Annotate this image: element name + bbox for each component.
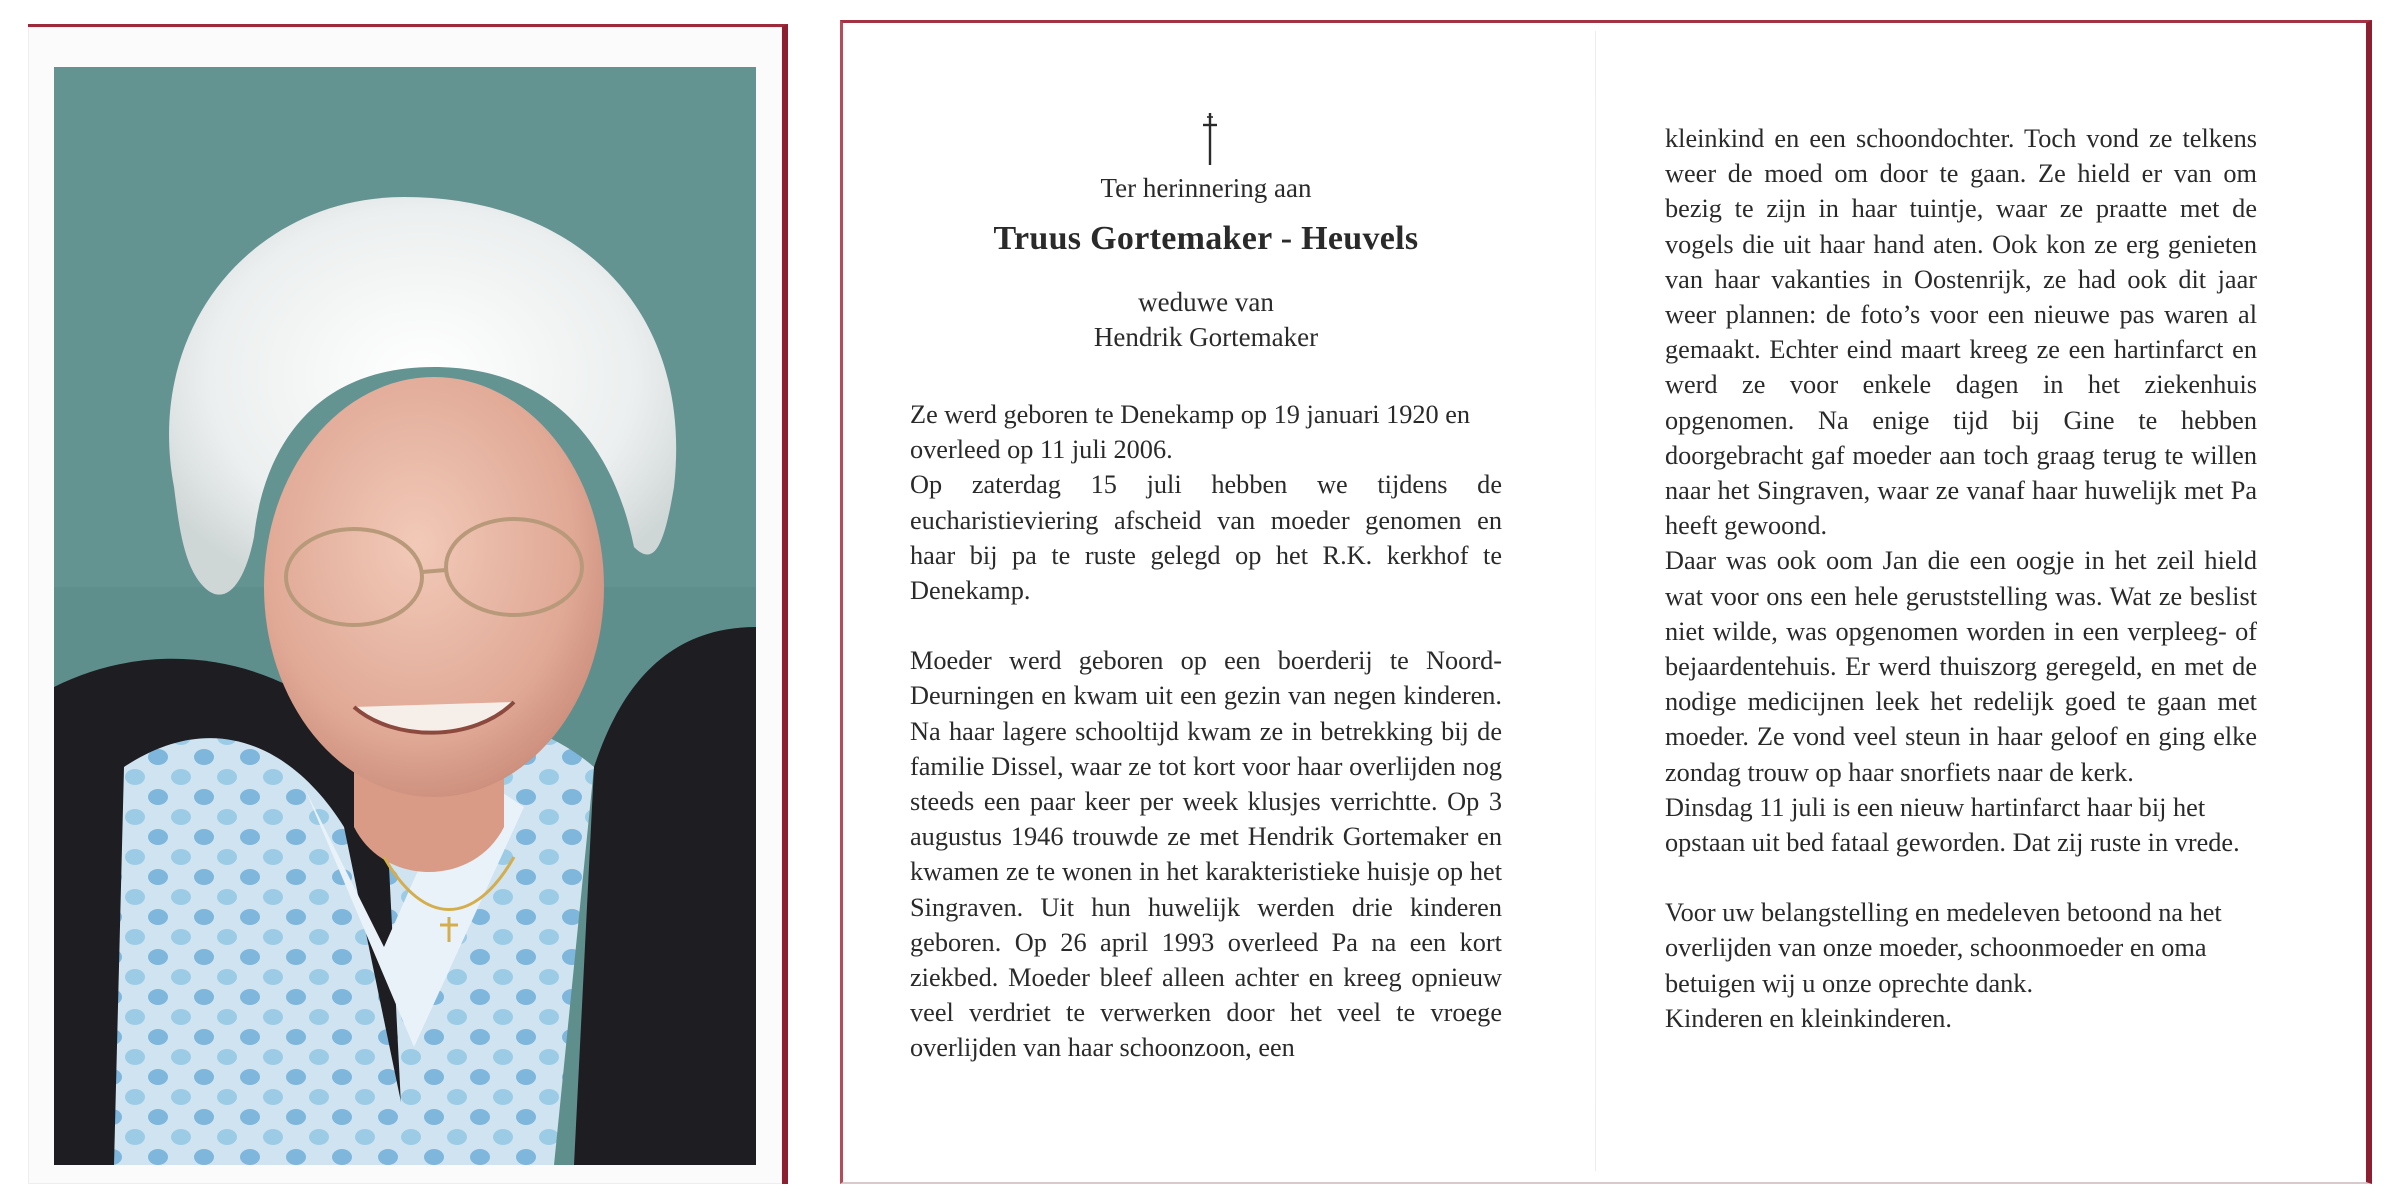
portrait-photo <box>54 67 756 1165</box>
left-text-column <box>910 397 1502 1066</box>
portrait-illustration <box>54 67 756 1165</box>
intro-line: Ter herinnering aan <box>1100 173 1312 203</box>
widow-line: weduwe van <box>1138 287 1274 317</box>
photo-card <box>28 24 788 1184</box>
deceased-name: Truus Gortemaker - Heuvels <box>993 220 1419 257</box>
right-text-column <box>1665 121 2257 1036</box>
birth-death-paragraph: Ze werd geboren te Denekamp op 19 januari 1920 en overleed op 11 juli 2006. <box>910 400 1471 465</box>
spouse-name: Hendrik Gortemaker <box>1093 322 1319 352</box>
biography-paragraph: Moeder werd geboren op een boerderij te Noord-Deurningen en kwam uit een gezin van negen kinderen. Na haar lagere schooltijd kwam ze in betrekking bij de familie Dissel, waar ze tot kort voor haar overlijden nog steeds een paar keer per week klusjes verrichtte. Op 3 augustus 1946 trouwde ze met Hendrik Gortemaker en kwamen ze te wonen in het karakteristieke huisje op het Singraven. Uit hun huwelijk werden drie kinderen geboren. Op 26 april 1993 overleed Pa na een kort ziekbed. Moeder bleef alleen achter en kreeg opnieuw veel verdriet te verwerken door het veel te vroege overlijden van haar schoonzoon, een <box>910 646 1502 1063</box>
memorial-card <box>840 20 2372 1184</box>
uncle-jan-paragraph: Daar was ook oom Jan die een oogje in het zeil hield wat voor ons een hele geruststelling was. Wat ze beslist niet wilde, was opgenomen worden in een verpleeg- of bejaardentehuis. Er werd thuiszorg geregeld, en met de nodige medicijnen leek het redelijk goed te gaan met moeder. Ze vond veel steun in haar geloof en ging elke zondag trouw op haar snorfiets naar de kerk. <box>1665 546 2257 787</box>
card-fold <box>1595 31 1596 1171</box>
signature: Kinderen en kleinkinderen. <box>1665 1003 1952 1033</box>
thanks-paragraph: Voor uw belangstelling en medeleven betoond na het overlijden van onze moeder, schoonmoeder en oma betuigen wij u onze oprechte dank. <box>1665 898 2222 998</box>
funeral-paragraph: Op zaterdag 15 juli hebben we tijdens de eucharistieviering afscheid van moeder genomen en haar bij pa te ruste gelegd op het R.K. kerkhof te Denekamp. <box>910 470 1502 606</box>
final-paragraph: Dinsdag 11 juli is een nieuw hartinfarct haar bij het opstaan uit bed fataal geworden. Dat zij ruste in vrede. <box>1665 792 2240 858</box>
biography-continued-paragraph: kleinkind en een schoondochter. Toch vond ze telkens weer de moed om door te gaan. Ze hield er van om bezig te zijn in haar tuintje, waar ze praatte met de vogels die uit haar hand aten. Ook kon ze erg genieten van haar vakanties in Oostenrijk, ze had ook dit jaar weer plannen: de foto’s voor een nieuwe pas waren al gemaakt. Echter eind maart kreeg ze een hartinfarct en werd ze voor enkele dagen in het ziekenhuis opgenomen. Na enige tijd bij Gine te hebben doorgebracht gaf moeder aan toch graag terug te willen naar het Singraven, waar ze vanaf haar huwelijk met Pa heeft gewoond. <box>1665 124 2257 541</box>
